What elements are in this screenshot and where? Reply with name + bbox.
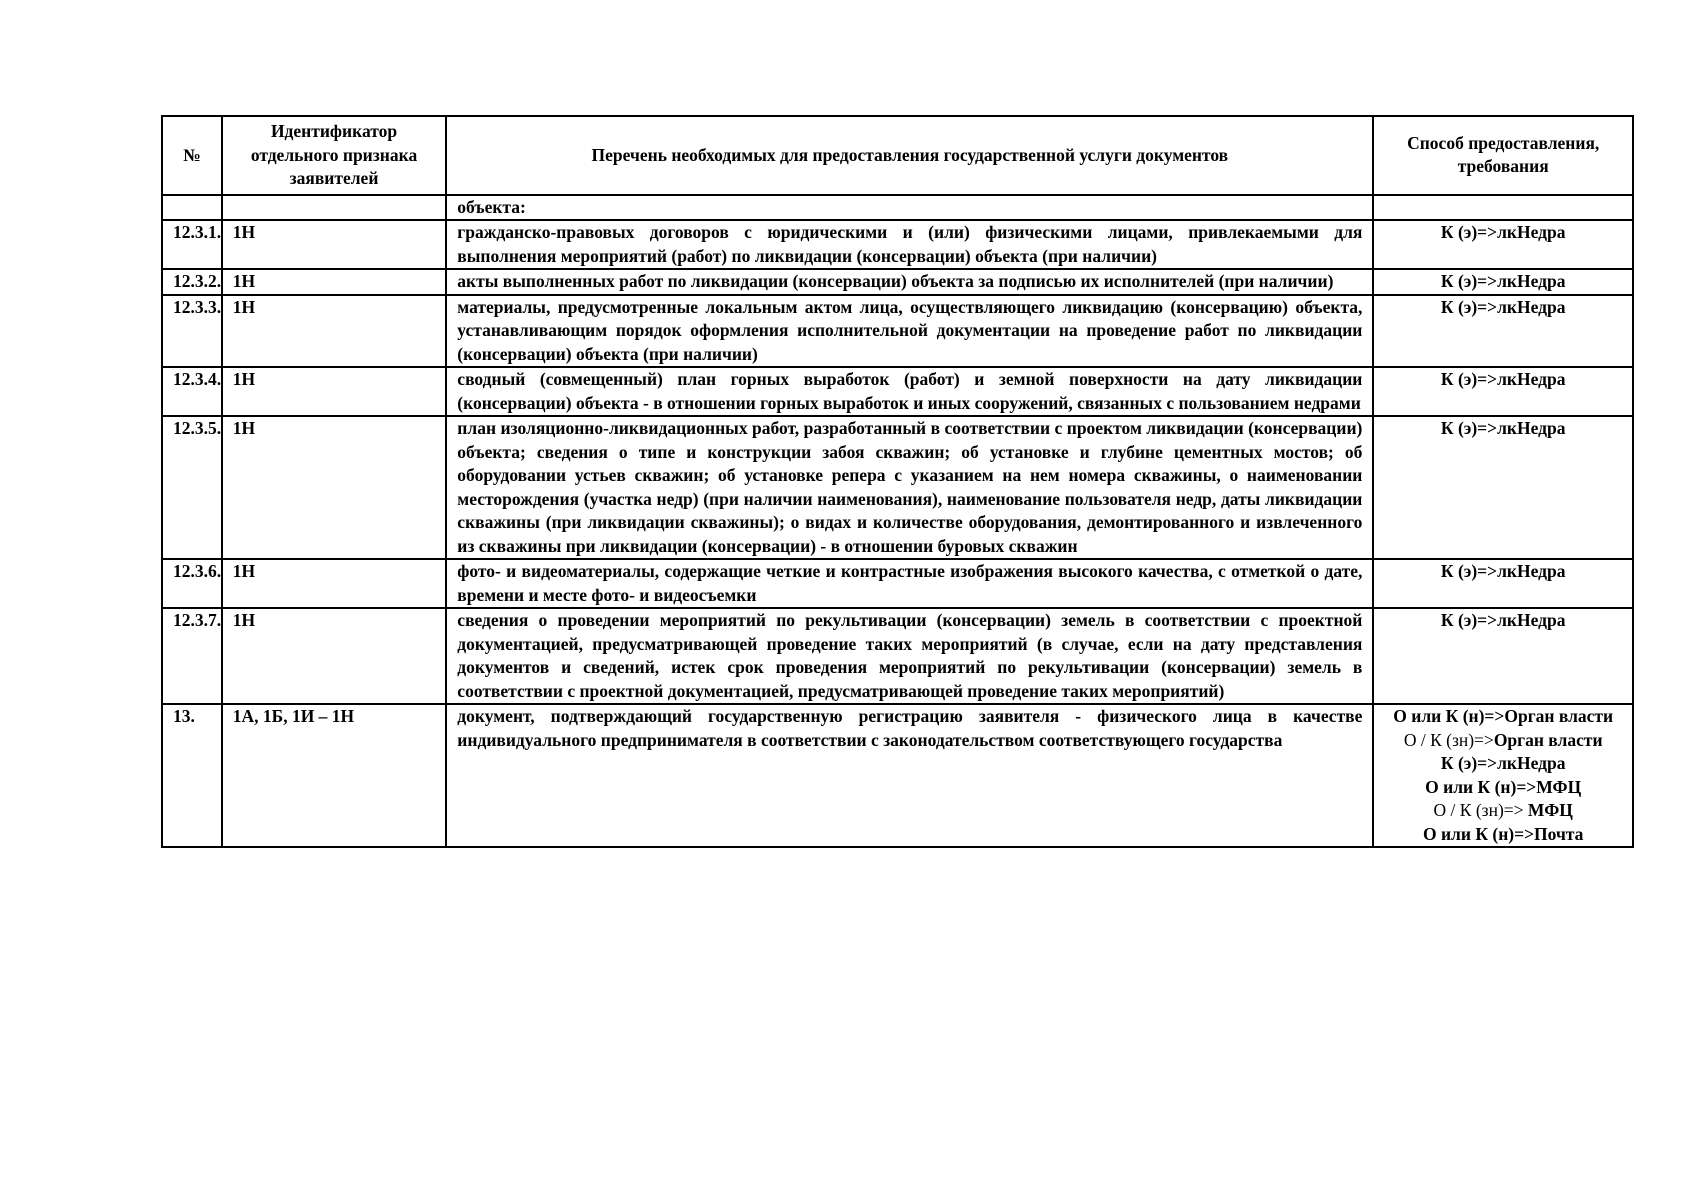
table-row [162, 195, 1633, 221]
method-line [1378, 752, 1628, 776]
row-number: 12.3.6. [162, 559, 222, 608]
row-number: 12.3.2. [162, 269, 222, 295]
method-line [1378, 799, 1628, 823]
row-method [1373, 295, 1633, 368]
row-method [1373, 220, 1633, 269]
method-text: К (э)=>лкНедра [1440, 610, 1566, 630]
row-number: 12.3.1. [162, 220, 222, 269]
method-text: О или К (н)=>Почта [1422, 823, 1584, 844]
method-line [1378, 609, 1628, 633]
row-documents: гражданско-правовых договоров с юридическими и (или) физическими лицами, привлекаемыми для выполнения мероприятий (работ) по ликвидации (консервации) объекта (при наличии) [446, 220, 1373, 269]
method-line [1378, 560, 1628, 584]
row-number: 12.3.5. [162, 416, 222, 559]
header-num: № [162, 116, 222, 195]
method-text: О / К (зн)=> [1403, 729, 1494, 750]
row-documents: план изоляционно-ликвидационных работ, разработанный в соответствии с проектом ликвидации (консервации) объекта; сведения о типе и конструкции забоя скважин; об установке и глубине цементных мостов; об оборудовании устьев скважин; об установке репера с указанием на нем номера скважины, о наименовании месторождения (участка недр) (при наличии наименования), наименование пользователя недр, даты ликвидации скважины (при ликвидации скважины); о видах и количестве оборудования, демонтированного и извлеченного из скважины при ликвидации (консервации) - в отношении буровых скважин [446, 416, 1373, 559]
table-row [162, 220, 1633, 269]
table-row [162, 608, 1633, 704]
row-documents: документ, подтверждающий государственную регистрацию заявителя - физического лица в качестве индивидуального предпринимателя в соответствии с законодательством соответствующего государства [446, 704, 1373, 847]
header-documents: Перечень необходимых для предоставления государственной услуги документов [446, 116, 1373, 195]
table-row [162, 295, 1633, 368]
header-row [162, 116, 1633, 195]
method-text: О или К (н)=>Орган власти [1393, 706, 1614, 726]
method-line [1378, 823, 1628, 847]
method-text: К (э)=>лкНедра [1440, 222, 1566, 242]
row-number: 12.3.4. [162, 367, 222, 416]
row-method [1373, 416, 1633, 559]
row-method [1373, 559, 1633, 608]
row-identifier: 1Н [222, 295, 447, 368]
row-identifier: 1А, 1Б, 1И – 1Н [222, 704, 447, 847]
row-method [1373, 195, 1633, 221]
method-line [1378, 417, 1628, 441]
table-row [162, 704, 1633, 847]
method-text: К (э)=>лкНедра [1440, 369, 1566, 389]
row-method [1373, 269, 1633, 295]
row-identifier: 1Н [222, 220, 447, 269]
method-text: К (э)=>лкНедра [1440, 418, 1566, 438]
row-identifier: 1Н [222, 608, 447, 704]
method-line [1378, 296, 1628, 320]
row-documents: объекта: [446, 195, 1373, 221]
table-header [162, 116, 1633, 195]
method-line [1378, 221, 1628, 245]
row-identifier: 1Н [222, 367, 447, 416]
row-documents: материалы, предусмотренные локальным актом лица, осуществляющего ликвидацию (консервацию) объекта, устанавливающим порядок оформления исполнительной документации на проведение работ по ликвидации (консервации) объекта (при наличии) [446, 295, 1373, 368]
method-text: К (э)=>лкНедра [1440, 296, 1566, 317]
row-number [162, 195, 222, 221]
method-text: О / К (зн)=> [1433, 800, 1528, 820]
row-number: 13. [162, 704, 222, 847]
header-method: Способ предоставления, требования [1373, 116, 1633, 195]
method-text: МФЦ [1527, 800, 1573, 820]
header-identifier: Идентификатор отдельного признака заявителей [222, 116, 447, 195]
row-documents: акты выполненных работ по ликвидации (консервации) объекта за подписью их исполнителей (при наличии) [446, 269, 1373, 295]
method-text: Орган власти [1493, 729, 1603, 750]
method-text: К (э)=>лкНедра [1440, 753, 1566, 773]
method-line [1378, 270, 1628, 294]
row-identifier: 1Н [222, 416, 447, 559]
table-row [162, 269, 1633, 295]
row-documents: фото- и видеоматериалы, содержащие четкие и контрастные изображения высокого качества, с отметкой о дате, времени и месте фото- и видеосъемки [446, 559, 1373, 608]
row-method [1373, 608, 1633, 704]
table-body [162, 195, 1633, 848]
method-line [1378, 729, 1628, 753]
row-number: 12.3.7. [162, 608, 222, 704]
table-row [162, 367, 1633, 416]
row-identifier: 1Н [222, 559, 447, 608]
method-line [1378, 705, 1628, 729]
method-line [1378, 776, 1628, 800]
table-row [162, 416, 1633, 559]
row-method [1373, 704, 1633, 847]
row-documents: сводный (совмещенный) план горных выработок (работ) и земной поверхности на дату ликвидации (консервации) объекта - в отношении горных выработок и иных сооружений, связанных с пользованием недрами [446, 367, 1373, 416]
method-text: К (э)=>лкНедра [1440, 561, 1566, 581]
row-method [1373, 367, 1633, 416]
method-text: К (э)=>лкНедра [1440, 271, 1566, 291]
row-identifier [222, 195, 447, 221]
row-documents: сведения о проведении мероприятий по рекультивации (консервации) земель в соответствии с проектной документацией, предусматривающей проведение таких мероприятий (в случае, если на дату представления документов и сведений, истек срок проведения мероприятий по рекультивации (консервации) земель в соответствии с проектной документацией, предусматривающей проведение таких мероприятий) [446, 608, 1373, 704]
method-line [1378, 368, 1628, 392]
method-text: О или К (н)=>МФЦ [1425, 776, 1582, 797]
documents-table [161, 115, 1634, 848]
table-row [162, 559, 1633, 608]
row-identifier: 1Н [222, 269, 447, 295]
row-number: 12.3.3. [162, 295, 222, 368]
